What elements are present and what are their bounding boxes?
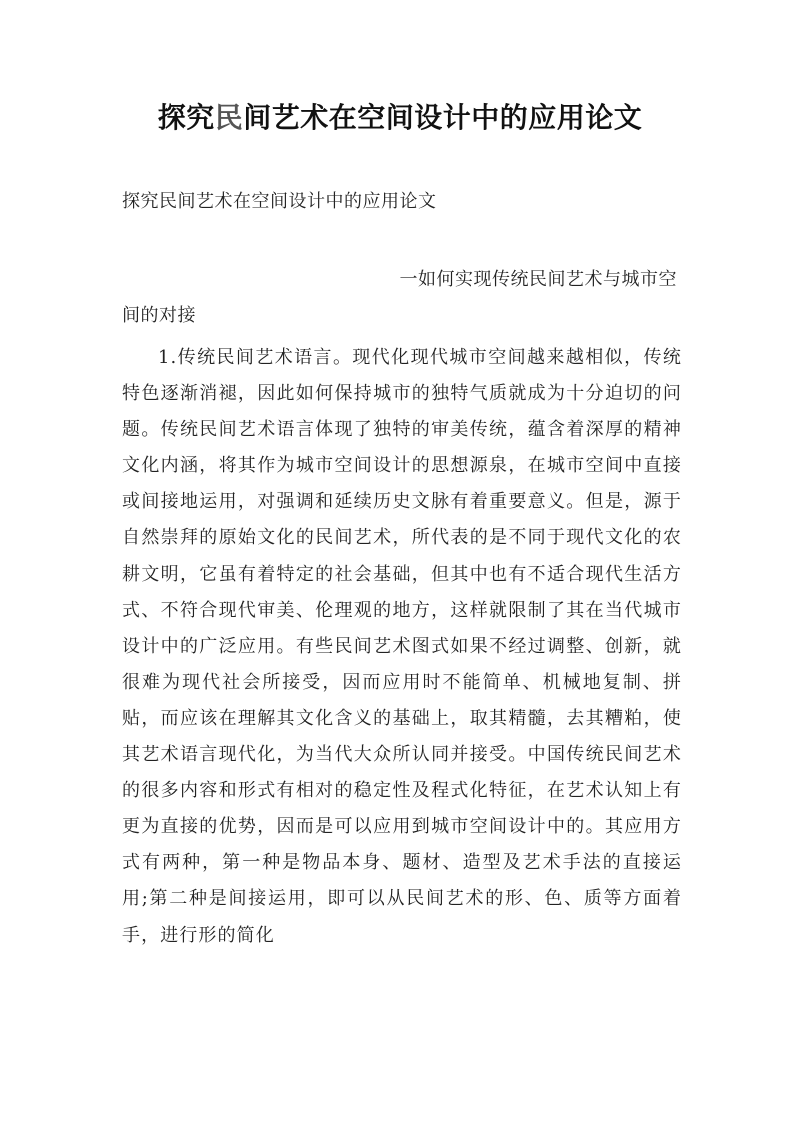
document-subtitle: 探究民间艺术在空间设计中的应用论文 [122,191,437,212]
body-paragraph: 1.传统民间艺术语言。现代化现代城市空间越来越相似，传统特色逐渐消褪，因此如何保持城市的独特气质就成为十分迫切的问题。传统民间艺术语言体现了独特的审美传统，蕴含着深厚的精神文化内涵，将其作为城市空间设计的思想源泉，在城市空间中直接或间接地运用，对强调和延续历史文脉有着重要意义。但是，源于自然崇拜的原始文化的民间艺术，所代表的是不同于现代文化的农耕文明，它虽有着特定的社会基础，但其中也有不适合现代生活方式、不符合现代审美、伦理观的地方，这样就限制了其在当代城市设计中的广泛应用。有些民间艺术图式如果不经过调整、创新，就很难为现代社会所接受，因而应用时不能简单、机械地复制、拼贴，而应该在理解其文化含义的基础上，取其精髓，去其糟粕，使其艺术语言现代化，为当代大众所认同并接受。中国传统民间艺术的很多内容和形式有相对的稳定性及程式化特征，在艺术认知上有更为直接的优势，因而是可以应用到城市空间设计中的。其应用方式有两种，第一种是物品本身、题材、造型及艺术手法的直接运用;第二种是间接运用，即可以从民间艺术的形、色、质等方面着手，进行形的简化 [122,347,682,946]
title-highlight: 民 [214,101,244,134]
title-part-2: 间艺术在空间设计中的应用论文 [243,101,643,134]
title-part-1: 探究 [157,101,215,134]
section-heading-line-2: 间的对接 [122,305,196,326]
section-heading-line-1: 一如何实现传统民间艺术与城市空 [399,269,677,290]
document-title [0,98,800,138]
